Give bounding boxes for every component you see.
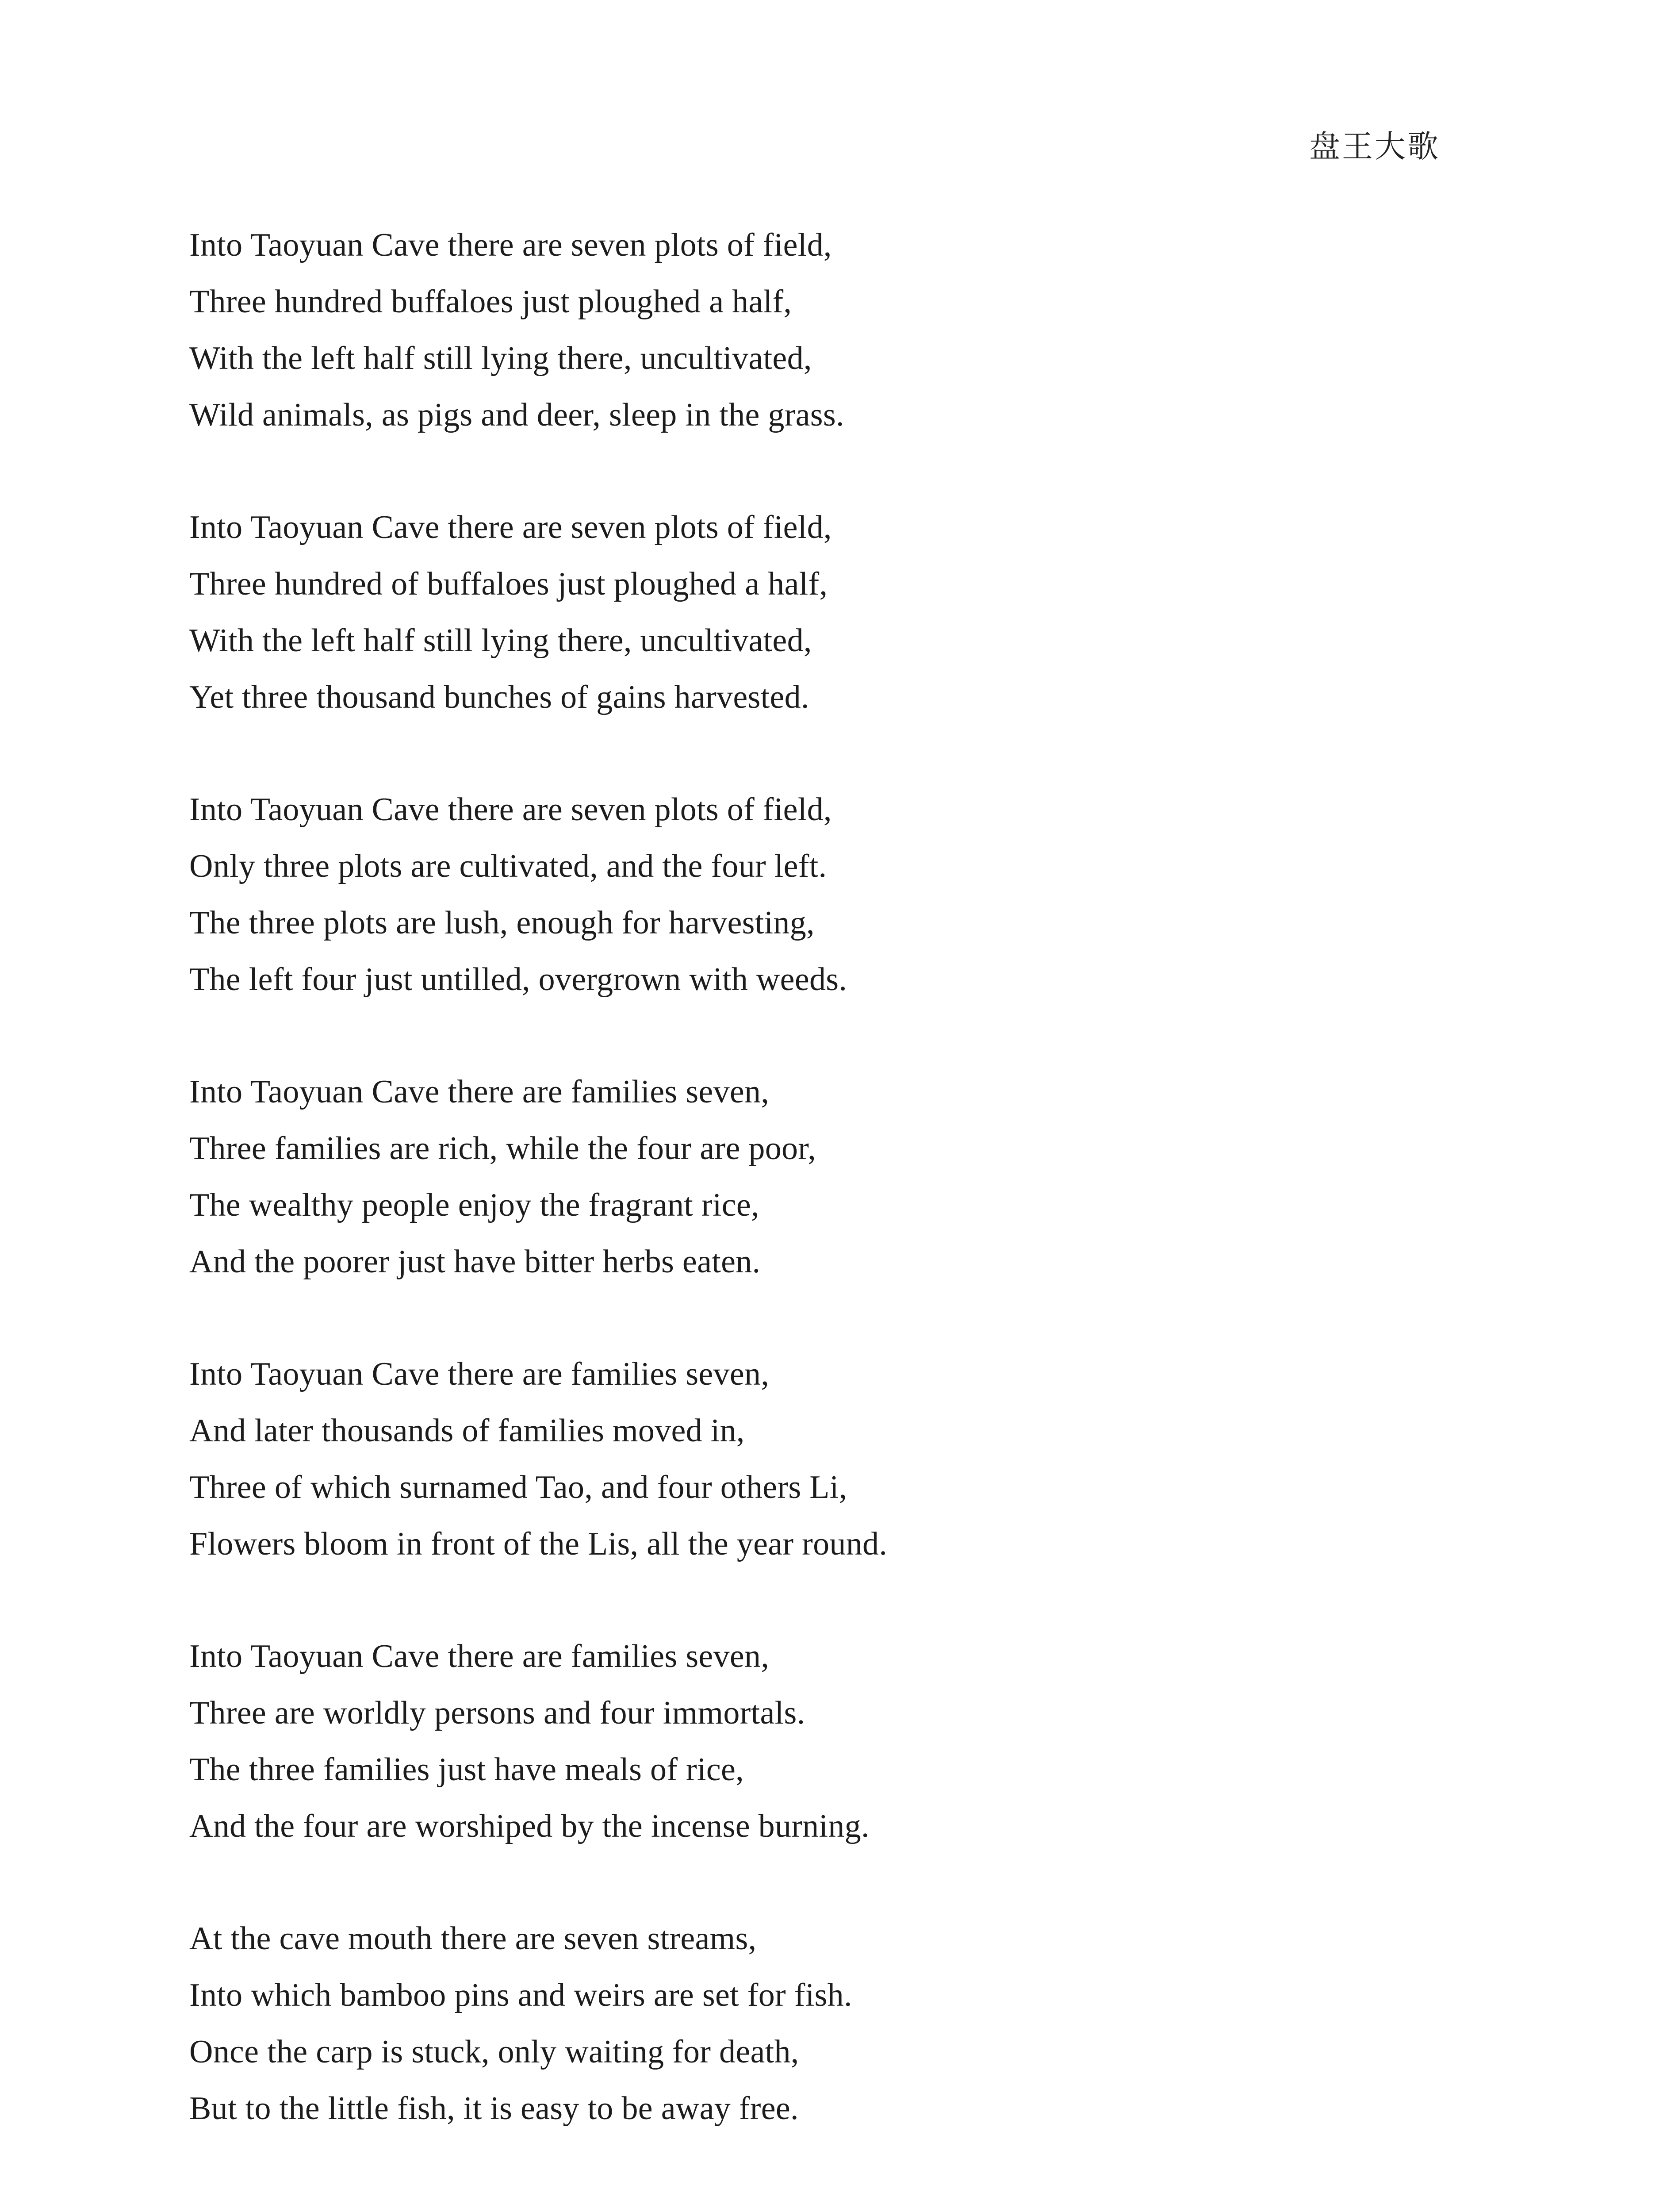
poem-line: Into Taoyuan Cave there are seven plots of field, [189, 791, 832, 828]
poem-line: And the four are worshiped by the incense burning. [189, 1808, 870, 1844]
poem-line: Into Taoyuan Cave there are families seven, [189, 1074, 770, 1110]
poem-line: Three of which surnamed Tao, and four others Li, [189, 1469, 847, 1505]
poem-line: Once the carp is stuck, only waiting for death, [189, 2034, 799, 2070]
poem-line: Into Taoyuan Cave there are families seven, [189, 1356, 770, 1392]
poem-line: Three are worldly persons and four immortals. [189, 1695, 805, 1731]
poem-line: But to the little fish, it is easy to be away free. [189, 2090, 799, 2127]
poem-line: Yet three thousand bunches of gains harvested. [189, 679, 809, 715]
running-header: 盘王大歌 [1309, 128, 1440, 165]
poem-line: With the left half still lying there, uncultivated, [189, 340, 812, 376]
poem-line: The three families just have meals of rice, [189, 1751, 744, 1788]
poem-line: Only three plots are cultivated, and the four left. [189, 848, 827, 884]
poem-line: The wealthy people enjoy the fragrant rice, [189, 1187, 759, 1223]
stanza [189, 1910, 1339, 2137]
poem-line: Three families are rich, while the four are poor, [189, 1130, 816, 1167]
stanza [189, 1064, 1339, 1290]
stanza [189, 781, 1339, 1008]
poem-line: Flowers bloom in front of the Lis, all the year round. [189, 1526, 888, 1562]
poem-line: Into Taoyuan Cave there are seven plots of field, [189, 509, 832, 545]
poem-line: With the left half still lying there, uncultivated, [189, 622, 812, 659]
poem-line: The three plots are lush, enough for harvesting, [189, 905, 815, 941]
poem-line: The left four just untilled, overgrown with weeds. [189, 961, 847, 998]
poem-line: Into Taoyuan Cave there are seven plots of field, [189, 227, 832, 263]
stanza [189, 217, 1339, 443]
stanza [189, 1628, 1339, 1855]
stanza [189, 1346, 1339, 1572]
poem-line: Three hundred of buffaloes just ploughed a half, [189, 566, 828, 602]
poem-line: Wild animals, as pigs and deer, sleep in the grass. [189, 397, 844, 433]
poem-line: And later thousands of families moved in, [189, 1413, 745, 1449]
poem-line: Into which bamboo pins and weirs are set for fish. [189, 1977, 852, 2013]
poem-line: At the cave mouth there are seven streams, [189, 1920, 757, 1957]
stanza [189, 499, 1339, 726]
poem-line: Three hundred buffaloes just ploughed a half, [189, 284, 792, 320]
poem-line: Into Taoyuan Cave there are families seven, [189, 1638, 770, 1674]
poem-line: And the poorer just have bitter herbs eaten. [189, 1244, 761, 1280]
